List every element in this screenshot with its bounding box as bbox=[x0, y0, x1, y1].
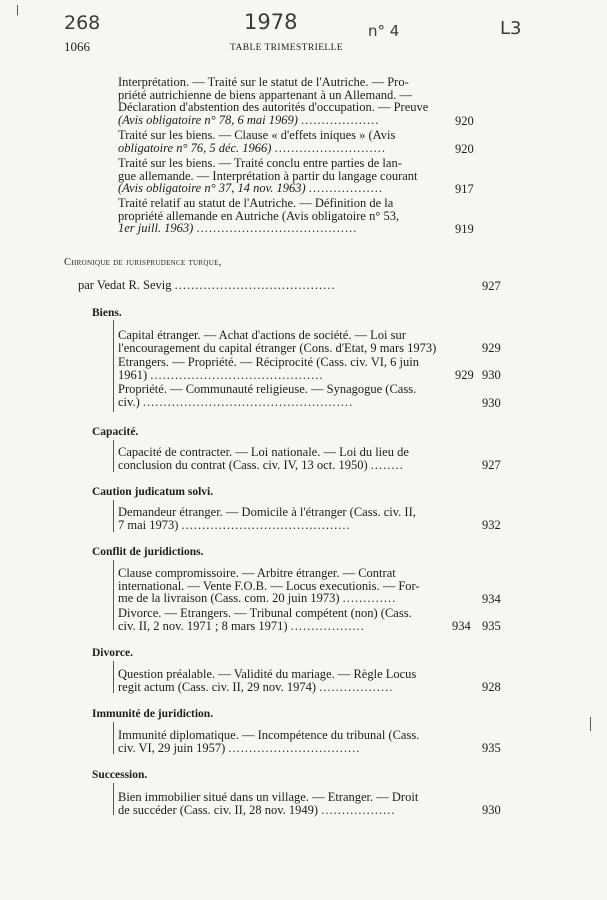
dot-leaders: ....................................... bbox=[196, 221, 358, 235]
page-ref: 928 bbox=[482, 680, 501, 694]
austria-entry-1 bbox=[118, 76, 428, 126]
dot-leaders: ............. bbox=[342, 591, 397, 605]
dot-leaders: ......................................... bbox=[181, 517, 351, 532]
dot-leaders: ........................... bbox=[274, 140, 386, 155]
chronique-author: par Vedat R. Sevig bbox=[78, 278, 175, 292]
entry-line: conclusion du contrat (Cass. civ. IV, 13 oct. 1950) bbox=[118, 457, 371, 472]
entry-line: Bien immobilier situé dans un village. — Etranger. — Droit bbox=[118, 790, 419, 804]
handwritten-note-far-right: L3 bbox=[500, 18, 522, 39]
margin-mark bbox=[590, 717, 591, 731]
dot-leaders: ........ bbox=[370, 457, 404, 472]
page-ref: 934 bbox=[452, 619, 471, 633]
entry-line: 1961) bbox=[118, 367, 151, 382]
section-rule bbox=[113, 320, 114, 412]
dot-leaders: ................................................... bbox=[142, 394, 354, 409]
page-ref: 930 bbox=[482, 368, 501, 382]
chronique-heading: Chronique de jurisprudence turque, bbox=[64, 257, 222, 268]
section-rule bbox=[113, 783, 114, 815]
section-rule bbox=[113, 661, 114, 693]
dot-leaders: ................... bbox=[301, 112, 380, 127]
entry-line: Traité sur les biens. — Traité conclu entre parties de lan- bbox=[118, 156, 402, 170]
entry-line: civ. VI, 29 juin 1957) bbox=[118, 740, 229, 755]
handwritten-note-center: 1978 bbox=[244, 10, 298, 34]
entry-line: Traité sur les biens. — Clause « d'effets iniques » (Avis bbox=[118, 128, 396, 142]
page-ref: 935 bbox=[482, 741, 501, 755]
section-rule bbox=[113, 560, 114, 630]
handwritten-note-right: n° 4 bbox=[368, 22, 400, 40]
page-ref: 935 bbox=[482, 619, 501, 633]
biens-entry-2 bbox=[118, 356, 419, 381]
entry-line: l'encouragement du capital étranger (Cons. d'Etat, 9 mars 1973) bbox=[118, 340, 437, 355]
entry-line: Demandeur étranger. — Domicile à l'étranger (Cass. civ. II, bbox=[118, 505, 416, 519]
entry-line: civ.) bbox=[118, 394, 143, 409]
austria-entry-4 bbox=[118, 197, 399, 235]
handwritten-note-left: 268 bbox=[64, 12, 101, 34]
dot-leaders: ................................ bbox=[228, 740, 361, 755]
page-ref: 919 bbox=[455, 222, 474, 236]
section-title-succession: Succession. bbox=[92, 769, 148, 781]
entry-line: me de la livraison (Cass. com. 20 juin 1973) bbox=[118, 591, 343, 605]
immunite-entry bbox=[118, 729, 419, 754]
dot-leaders: .................. bbox=[319, 679, 394, 694]
entry-line: civ. II, 2 nov. 1971 ; 8 mars 1971) bbox=[118, 618, 291, 633]
section-title-immunite: Immunité de juridiction. bbox=[92, 708, 214, 720]
entry-line: Traité relatif au statut de l'Autriche. — Définition de la bbox=[118, 196, 394, 210]
dot-leaders: .................. bbox=[321, 802, 396, 817]
entry-line: Etrangers. — Propriété. — Réciprocité (Cass. civ. VI, 6 juin bbox=[118, 355, 419, 369]
entry-line: priété autrichienne de biens appartenant à un Allemand. — bbox=[118, 87, 412, 102]
entry-line: propriété allemande en Autriche (Avis obligatoire n° 53, bbox=[118, 208, 400, 223]
austria-entry-3 bbox=[118, 157, 418, 195]
dot-leaders: .......................................... bbox=[150, 367, 324, 382]
section-rule bbox=[113, 722, 114, 754]
page-ref: 927 bbox=[482, 279, 501, 293]
page-ref: 930 bbox=[482, 803, 501, 817]
conflit-entry-2 bbox=[118, 607, 412, 632]
entry-line: Immunité diplomatique. — Incompétence du tribunal (Cass. bbox=[118, 728, 420, 742]
page-ref: 932 bbox=[482, 518, 501, 532]
chronique-author-line bbox=[78, 279, 336, 292]
entry-line: Capital étranger. — Achat d'actions de société. — Loi sur bbox=[118, 328, 406, 342]
entry-line: 1er juill. 1963) bbox=[118, 221, 197, 235]
page-ref: 930 bbox=[482, 396, 501, 410]
page-ref: 934 bbox=[482, 592, 501, 606]
running-header: TABLE TRIMESTRIELLE bbox=[230, 43, 343, 53]
section-title-conflit: Conflit de juridictions. bbox=[92, 546, 204, 558]
capacite-entry bbox=[118, 446, 409, 471]
austria-entry-2 bbox=[118, 129, 395, 154]
section-title-capacite: Capacité. bbox=[92, 426, 139, 438]
entry-line: international. — Vente F.O.B. — Locus executionis. — For- bbox=[118, 578, 420, 593]
entry-line: obligatoire n° 76, 5 déc. 1966) bbox=[118, 140, 275, 155]
entry-line: regit actum (Cass. civ. II, 29 nov. 1974) bbox=[118, 679, 320, 694]
succession-entry bbox=[118, 791, 418, 816]
dot-leaders: ....................................... bbox=[174, 278, 336, 292]
entry-line: 7 mai 1973) bbox=[118, 517, 182, 532]
entry-line: gue allemande. — Interprétation à partir du langage courant bbox=[118, 168, 418, 183]
biens-entry-1 bbox=[118, 329, 436, 354]
divorce-entry bbox=[118, 668, 416, 693]
page-number: 1066 bbox=[64, 39, 90, 54]
section-title-caution: Caution judicatum solvi. bbox=[92, 486, 214, 498]
entry-line: Déclaration d'abstention des autorités d'occupation. — Preuve bbox=[118, 100, 429, 114]
entry-line: (Avis obligatoire n° 78, 6 mai 1969) bbox=[118, 112, 301, 127]
section-title-divorce: Divorce. bbox=[92, 647, 133, 659]
entry-line: Propriété. — Communauté religieuse. — Synagogue (Cass. bbox=[118, 382, 417, 396]
margin-mark bbox=[17, 5, 18, 15]
section-rule bbox=[113, 500, 114, 532]
entry-line: Question préalable. — Validité du mariage. — Règle Locus bbox=[118, 667, 417, 681]
caution-entry bbox=[118, 506, 416, 531]
page-ref: 929 bbox=[482, 341, 501, 355]
entry-line: Capacité de contracter. — Loi nationale. — Loi du lieu de bbox=[118, 445, 409, 459]
dot-leaders: .................. bbox=[308, 181, 383, 195]
section-title-biens: Biens. bbox=[92, 307, 122, 319]
page-ref: 929 bbox=[455, 368, 474, 382]
entry-line: (Avis obligatoire n° 37, 14 nov. 1963) bbox=[118, 181, 309, 195]
entry-line: de succéder (Cass. civ. II, 28 nov. 1949) bbox=[118, 802, 322, 817]
entry-line: Divorce. — Etrangers. — Tribunal compétent (non) (Cass. bbox=[118, 606, 412, 620]
page-ref: 920 bbox=[455, 142, 474, 156]
page-ref: 920 bbox=[455, 114, 474, 128]
entry-line: Clause compromissoire. — Arbitre étranger. — Contrat bbox=[118, 566, 396, 580]
biens-entry-3 bbox=[118, 383, 416, 408]
conflit-entry-1 bbox=[118, 567, 420, 605]
entry-line: Interprétation. — Traité sur le statut de l'Autriche. — Pro- bbox=[118, 75, 409, 89]
page-ref: 927 bbox=[482, 458, 501, 472]
section-rule bbox=[113, 440, 114, 472]
page-ref: 917 bbox=[455, 182, 474, 196]
dot-leaders: .................. bbox=[290, 618, 365, 633]
